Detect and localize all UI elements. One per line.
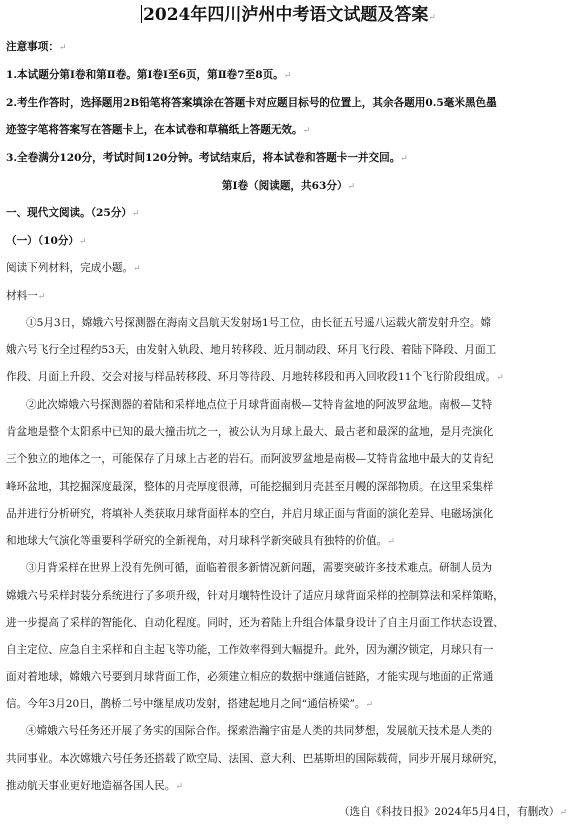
paragraph-mark-icon: ↵ [302,126,311,136]
paragraph-1-line: 作段、月面上升段、交会对接与样品转移段、环月等待段、月地转移段和再入回收段11个飞行阶段组成。↵ [6,371,504,383]
paragraph-4-line: 共同事业。本次嫦娥六号任务还搭载了欧空局、法国、意大利、巴基斯坦的国际载荷，同步开展月球研究， [6,753,504,765]
paragraph-mark-icon: ↵ [387,537,395,547]
paragraph-2-line: 品并进行分析研究，将填补人类获取月球背面样本的空白，并启月球正面与背面的演化差异、电磁场演化 [6,508,494,520]
notice-item-2-line-2: 迹签字笔将答案写在答题卡上，在本试卷和草稿纸上答题无效。↵ [6,124,311,136]
section-heading: 一、现代文阅读。（25分）↵ [6,207,140,219]
paragraph-4-line: 推动航天事业更好地造福各国人民。↵ [6,780,184,792]
paragraph-2-line: 肯盆地是整个太阳系中已知的最大撞击坑之一，被公认为月球上最大、最古老和最深的盆地，是月壳演化 [6,426,494,438]
paragraph-mark-icon: ↵ [131,209,140,219]
material-label: 材料一↵ [6,290,46,302]
notice-item-3: 3.全卷满分120分，考试时间120分钟。考试结束后，将本试卷和答题卡一并交回。↵ [6,152,408,164]
paragraph-mark-icon: ↵ [133,264,141,274]
paragraph-2-line: 三个独立的地体之一，可能保存了月球上古老的岩石。而阿波罗盆地是南极—艾特肯盆地中最大的艾肯纪 [6,453,494,465]
paragraph-1-line: 娥六号飞行全过程约53天，由发射入轨段、地月转移段、近月制动段、环月飞行段、着陆下降段、月面工 [6,344,497,356]
paragraph-mark-icon: ↵ [79,237,87,247]
paragraph-mark-icon: ↵ [283,71,292,81]
paragraph-mark-icon: ↵ [37,292,46,302]
paragraph-mark-icon: ↵ [428,13,436,23]
paragraph-mark-icon: ↵ [496,373,504,383]
paragraph-mark-icon: ↵ [347,182,356,192]
part1-heading: 第Ⅰ卷（阅读题，共63分）↵ [221,180,356,192]
paragraph-2-line: ②此次嫦娥六号探测器的着陆和采样地点位于月球背面南极—艾特肯盆地的阿波罗盆地。南极—艾特 [26,399,493,411]
paragraph-2-line: 峰环盆地，其挖掘深度最深，整体的月壳厚度很薄，可能挖掘到月壳甚至月幔的深部物质。在这里采集样 [6,481,494,493]
paragraph-3-line: ③月背采样在世界上没有先例可循，面临着很多新情况新问题，需要突破许多技术难点。研制人员为 [26,562,493,574]
source-citation: （选自《科技日报》2024年5月4日，有删改）↵ [338,806,567,818]
text-cursor [141,5,142,23]
paragraph-3-line: 嫦娥六号采样封装分系统进行了多项升级，针对月壤特性设计了适应月球背面采样的控制算法和采样策略， [6,590,504,602]
notice-heading: 注意事项：↵ [6,41,67,53]
paragraph-mark-icon: ↵ [559,808,567,818]
notice-item-1: 1.本试题分第Ⅰ卷和第Ⅱ卷。第Ⅰ卷Ⅰ至6页，第Ⅱ卷7至8页。↵ [6,69,292,81]
paragraph-mark-icon: ↵ [365,700,374,710]
document-title: 2024年四川泸州中考语文试题及答案↵ [143,5,436,25]
paragraph-1-line: ①5月3日，嫦娥六号探测器在海南文昌航天发射场1号工位，由长征五号遥八运载火箭发射升空。嫦 [26,317,492,329]
paragraph-3-line: 面对着地球，嫦娥六号要到月球背面工作，必须建立相应的数据中继通信链路，才能实现与地面的正常通 [6,671,494,683]
paragraph-mark-icon: ↵ [58,43,67,53]
instruction-text: 阅读下列材料，完成小题。↵ [6,262,141,274]
paragraph-4-line: ④嫦娥六号任务还开展了务实的国际合作。探索浩瀚宇宙是人类的共同梦想，发展航天技术是人类的 [26,725,493,737]
paragraph-3-line: 信。今年3月20日，鹊桥二号中继星成功发射，搭建起地月之间“通信桥梁”。↵ [6,698,374,710]
paragraph-mark-icon: ↵ [400,154,408,164]
paragraph-mark-icon: ↵ [175,782,184,792]
paragraph-3-line: 进一步提高了采样的智能化、自动化程度。同时，还为着陆上升组合体量身设计了自主月面工作状态设置、 [6,617,504,629]
paragraph-3-line: 自主定位、应急自主采样和自主起飞等功能，工作效率得到大幅提升。此外，因为潮汐锁定，月球只有一 [6,644,494,656]
notice-item-2-line-1: 2.考生作答时，选择题用2B铅笔将答案填涂在答题卡对应题目标号的位置上，其余各题用0.5毫米黑色墨 [6,97,497,109]
subsection-heading: （一）（10分）↵ [6,235,87,247]
paragraph-2-line: 和地球大气演化等重要科学研究的全新视角，对月球科学新突破具有独特的价值。↵ [6,535,395,547]
